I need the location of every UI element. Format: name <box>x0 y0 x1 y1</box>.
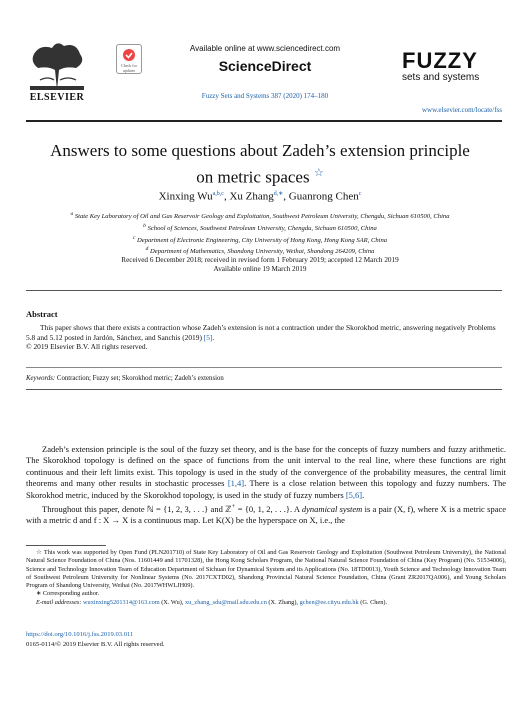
article-history <box>40 256 480 274</box>
abstract-heading: Abstract <box>26 309 58 319</box>
abstract-text <box>26 323 504 352</box>
check-for-updates-badge[interactable] <box>116 44 142 74</box>
abstract-top-rule <box>26 290 502 291</box>
journal-homepage-link[interactable]: www.elsevier.com/locate/fss <box>421 106 502 114</box>
title-line-1: Answers to some questions about Zadeh’s extension principle <box>50 141 470 160</box>
author-name: Xu Zhang <box>229 190 274 203</box>
history-dates: Received 6 December 2018; received in revised form 1 February 2019; accepted 12 March 2019 <box>121 256 399 264</box>
email-link[interactable]: gchen@ee.cityu.edu.hk <box>299 598 359 606</box>
title-footnote-star[interactable]: ☆ <box>313 167 324 179</box>
email-footnote: E-mail addresses: wuxinxing5201314@163.com (X. Wu), xu_zhang_sdu@mail.sdu.edu.cn (X. Zhang), gchen@ee.cityu.edu.hk (G. Chen). <box>36 598 388 606</box>
citation-link[interactable]: [5] <box>203 332 213 342</box>
keywords-label: Keywords: <box>26 375 56 382</box>
doi-link[interactable]: https://doi.org/10.1016/j.fss.2019.03.011 <box>26 631 134 638</box>
affiliation-item: $^c$ Department of Electronic Engineering, City University of Hong Kong, Hong Kong SAR, China <box>132 234 388 244</box>
affiliations <box>40 210 480 257</box>
funding-footnote: ☆ This work was supported by Open Fund (PLN201710) of State Key Laboratory of Oil and Gas Reservoir Geology and Exploitation (Southwest Petroleum University), the National Natural Science Foundation of China (Nos. 11601449 and 11701328), the Hong Kong Scholars Program, the National Natural Science Foundation of China (Key Program) (No. 51534006), Science and Technology Innovation Team of Education Department of Sichuan for Dynamical System and its Applications (No. 18TD0013), Youth Science and Technology Innovation Team of Southwest Petroleum University for Nonlinear Systems (No. 2017CXTD02), Shandong Provincial Natural Science Foundation, China (Grant ZR2017QA006), and Young Scholars Program of Shandong University, Weihai (No. 2017WHWLJH09). <box>26 549 506 590</box>
journal-logo-sub: sets and systems <box>402 72 480 83</box>
elsevier-tree-logo <box>26 40 88 92</box>
author-name: Xinxing Wu <box>158 190 213 203</box>
keywords-line <box>26 375 502 382</box>
citation-link[interactable]: [1,4] <box>227 478 245 489</box>
journal-logo-main: FUZZY <box>402 48 478 73</box>
article-title <box>40 140 480 189</box>
keywords-text: Contraction; Fuzzy set; Skorokhod metric; Zadeh’s extension <box>56 375 224 382</box>
abstract-paragraph: This paper shows that there exists a contraction whose Zadeh’s extension is not a contraction under the Skorokhod metric, answering negatively Problems 5.8 and 5.12 posted in Jardón, Sánchez, and Sanchis (2019) [5]. <box>26 323 496 342</box>
header-divider <box>26 120 502 122</box>
footnote-rule <box>26 545 106 546</box>
affiliation-item: $^b$ School of Sciences, Southwest Petroleum University, Chengdu, Sichuan 610500, China <box>143 222 377 232</box>
affiliation-item: $^a$ State Key Laboratory of Oil and Gas Reservoir Geology and Exploitation, Southwest Petroleum University, Chengdu, Sichuan 610500, China <box>70 211 450 221</box>
sciencedirect-brand: ScienceDirect <box>218 58 312 74</box>
author-affil-mark[interactable]: c <box>358 191 362 197</box>
author-name: Guanrong Chen <box>288 190 359 203</box>
issn-line: 0165-0114/© 2019 Elsevier B.V. All rights reserved. <box>26 641 165 648</box>
citation-link[interactable]: [5,6] <box>345 489 363 500</box>
keywords-rule <box>26 367 502 368</box>
title-line-2: on metric spaces <box>196 167 310 187</box>
author-affil-mark[interactable]: d,∗ <box>273 191 284 197</box>
journal-reference[interactable]: Fuzzy Sets and Systems 387 (2020) 174–180 <box>201 92 329 100</box>
available-online-date: Available online 19 March 2019 <box>213 265 307 273</box>
publisher-name: ELSEVIER <box>29 92 85 103</box>
affiliation-item: $^d$ Department of Mathematics, Shandong University, Weihai, Shandong 264209, China <box>145 246 375 256</box>
body-paragraph: Throughout this paper, denote ℕ = {1, 2, 3, . . .} and ℤ+ = {0, 1, 2, . . .}. A dynamical system is a pair (X, f), where X is a metric space with a metric d and f : X → X is a continuous map. Let K(X) be the hyperspace on X, i.e., the <box>26 502 507 526</box>
corresponding-footnote: ∗ Corresponding author. <box>36 590 100 598</box>
abstract-bottom-rule <box>26 389 502 390</box>
check-updates-label: Check for updates <box>121 63 137 73</box>
body-text <box>26 444 506 527</box>
update-check-icon <box>122 48 136 62</box>
email-link[interactable]: wuxinxing5201314@163.com <box>83 598 160 606</box>
body-paragraph: Zadeh’s extension principle is the soul of the fuzzy set theory, and is the base for the concepts of fuzzy numbers and fuzzy arithmetic. The Skorokhod topology is defined on the space of functions from the unit interval to the real line, where these functions are right continuous and their left limits exist. This topology is used in the study of the convergence of the probability measures, the central limit theorems and many other results in stochastic processes [1,4]. There is a close relation between this topology and fuzzy numbers. The Skorokhod metric, induced by the Skorokhod topology, is used in the study of fuzzy numbers [5,6]. <box>26 444 506 500</box>
journal-logo <box>402 50 492 83</box>
author-affil-mark[interactable]: a,b,c <box>212 191 224 197</box>
author-list: Xinxing Wu$^{a,b,c}$, Xu Zhang$^{d,∗}$, Guanrong Chen$^c$ <box>158 190 362 203</box>
available-online-line[interactable]: Available online at www.sciencedirect.com <box>189 44 341 53</box>
abstract-copyright: © 2019 Elsevier B.V. All rights reserved. <box>26 342 148 352</box>
footnotes <box>26 549 506 607</box>
email-link[interactable]: xu_zhang_sdu@mail.sdu.edu.cn <box>184 598 267 606</box>
